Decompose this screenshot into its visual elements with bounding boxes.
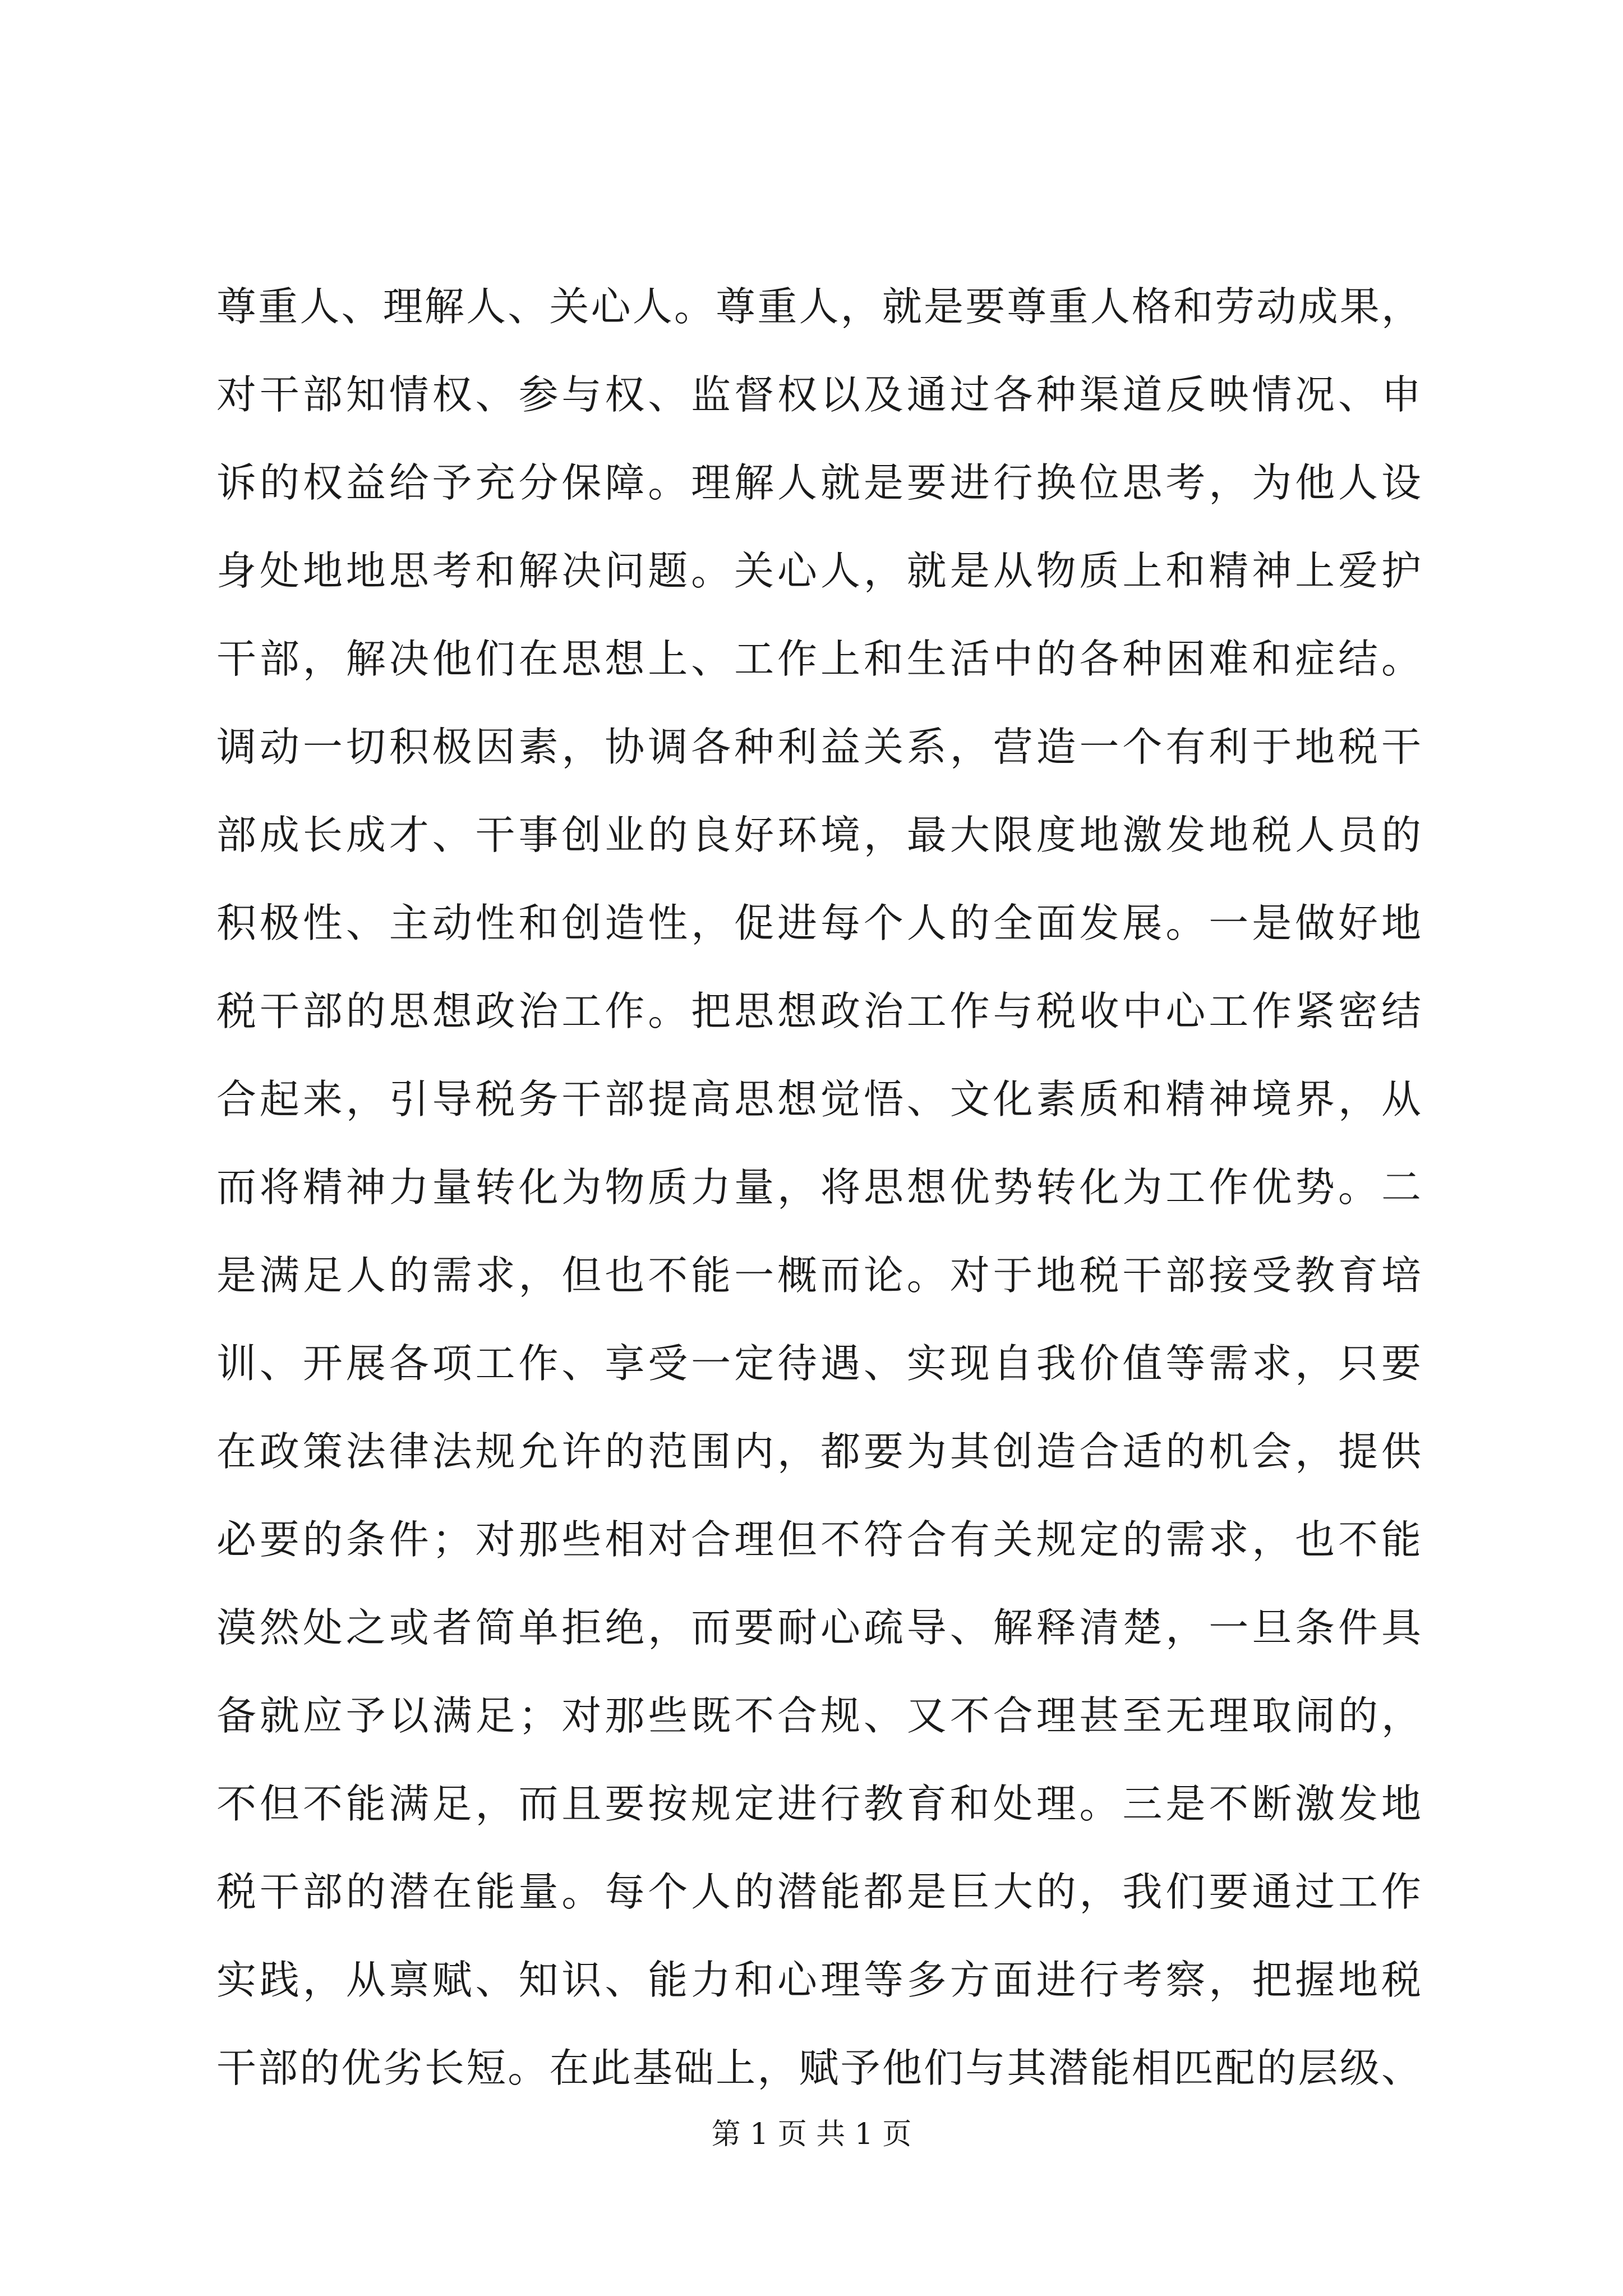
text-line: 不但不能满足，而且要按规定进行教育和处理。三是不断激发地: [216, 1780, 1422, 1827]
text-line: 税干部的思想政治工作。把思想政治工作与税收中心工作紧密结: [216, 988, 1422, 1034]
text-line: 对干部知情权、参与权、监督权以及通过各种渠道反映情况、申: [216, 371, 1422, 418]
page-number-label: 第 1 页 共 1 页: [711, 2118, 912, 2151]
text-line: 干部的优劣长短。在此基础上，赋予他们与其潜能相匹配的层级、: [216, 2045, 1422, 2091]
text-line: 身处地地思考和解决问题。关心人，就是从物质上和精神上爱护: [216, 547, 1422, 594]
text-line: 而将精神力量转化为物质力量，将思想优势转化为工作优势。二: [216, 1164, 1422, 1211]
text-line: 部成长成才、干事创业的良好环境，最大限度地激发地税人员的: [216, 812, 1422, 858]
text-line: 调动一切积极因素，协调各种利益关系，营造一个有利于地税干: [216, 724, 1422, 770]
text-line: 训、开展各项工作、享受一定待遇、实现自我价值等需求，只要: [216, 1340, 1422, 1387]
text-line: 漠然处之或者简单拒绝，而要耐心疏导、解释清楚，一旦条件具: [216, 1604, 1422, 1651]
text-line: 在政策法律法规允许的范围内，都要为其创造合适的机会，提供: [216, 1428, 1422, 1475]
text-line: 实践，从禀赋、知识、能力和心理等多方面进行考察，把握地税: [216, 1957, 1422, 2003]
text-line: 积极性、主动性和创造性，促进每个人的全面发展。一是做好地: [216, 900, 1422, 946]
text-line: 合起来，引导税务干部提高思想觉悟、文化素质和精神境界，从: [216, 1076, 1422, 1122]
text-line: 是满足人的需求，但也不能一概而论。对于地税干部接受教育培: [216, 1252, 1422, 1299]
page-footer: [0, 2118, 1623, 2151]
text-line: 诉的权益给予充分保障。理解人就是要进行换位思考，为他人设: [216, 459, 1422, 506]
text-line: 必要的条件；对那些相对合理但不符合有关规定的需求，也不能: [216, 1516, 1422, 1563]
text-line: 干部，解决他们在思想上、工作上和生活中的各种困难和症结。: [216, 636, 1422, 682]
text-line: 尊重人、理解人、关心人。尊重人，就是要尊重人格和劳动成果，: [216, 283, 1422, 330]
body-text: [216, 263, 1422, 2112]
text-line: 税干部的潜在能量。每个人的潜能都是巨大的，我们要通过工作: [216, 1869, 1422, 1915]
text-line: 备就应予以满足；对那些既不合规、又不合理甚至无理取闹的，: [216, 1692, 1422, 1739]
